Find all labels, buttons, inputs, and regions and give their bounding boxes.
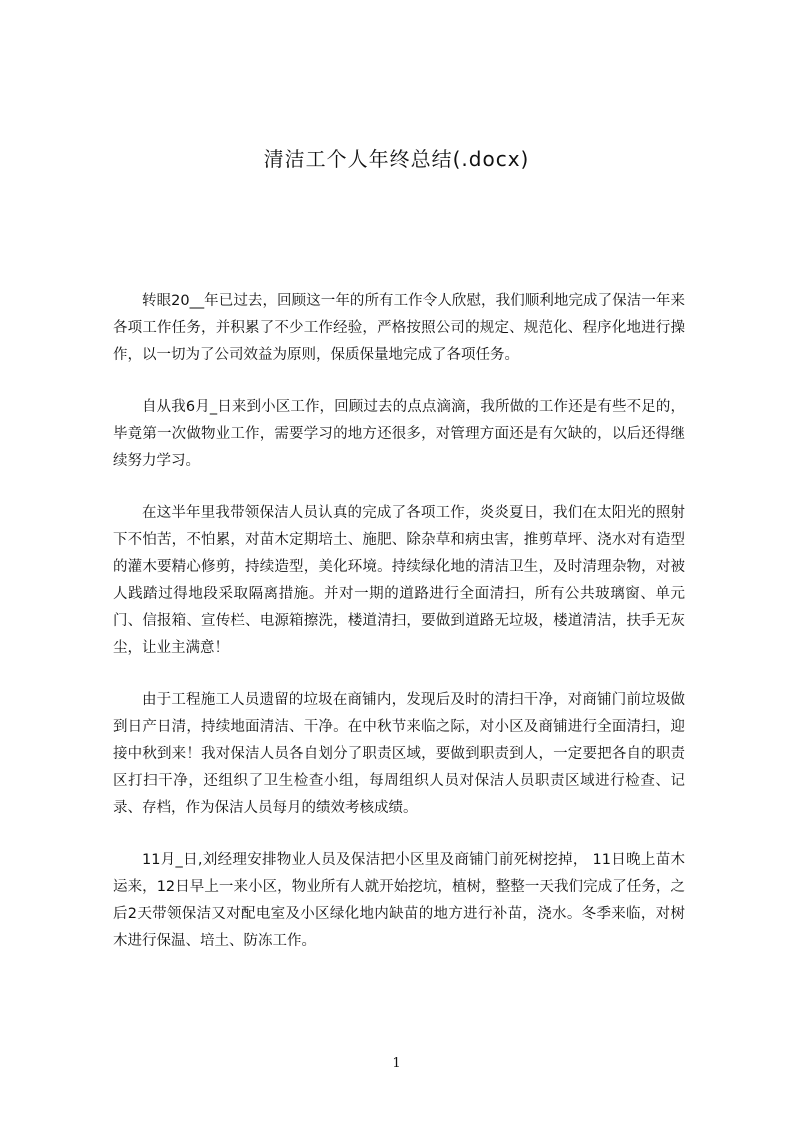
document-body [113, 288, 685, 980]
document-title: 清洁工个人年终总结(.docx) [263, 147, 530, 171]
page-number: 1 [392, 1056, 401, 1071]
paragraph-3: 在这半年里我带领保洁人员认真的完成了各项工作，炎炎夏日，我们在太阳光的照射下不怕苦，不怕累，对苗木定期培土、施肥、除杂草和病虫害，推剪草坪、浇水对有造型的灌木要精心修剪，持续造型，美化环境。持续绿化地的清洁卫生，及时清理杂物，对被人践踏过得地段采取隔离措施。并对一期的道路进行全面清扫，所有公共玻璃窗、单元门、信报箱、宣传栏、电源箱擦洗，楼道清扫，要做到道路无垃圾，楼道清洁，扶手无灰尘，让业主满意！ [113, 505, 685, 656]
paragraph-5: 11月_日,刘经理安排物业人员及保洁把小区里及商铺门前死树挖掉， 11日晚上苗木运来，12日早上一来小区，物业所有人就开始挖坑，植树，整整一天我们完成了任务，之后2天带领保洁又对配电室及小区绿化地内缺苗的地方进行补苗，浇水。冬季来临，对树木进行保温、培土、防冻工作。 [113, 852, 685, 949]
paragraph-4: 由于工程施工人员遗留的垃圾在商铺内，发现后及时的清扫干净，对商铺门前垃圾做到日产日清，持续地面清洁、干净。在中秋节来临之际，对小区及商铺进行全面清扫，迎接中秋到来！我对保洁人员各自划分了职责区域，要做到职责到人，一定要把各自的职责区打扫干净，还组织了卫生检查小组，每周组织人员对保洁人员职责区域进行检查、记录、存档，作为保洁人员每月的绩效考核成绩。 [113, 692, 685, 816]
paragraph-2: 自从我6月_日来到小区工作，回顾过去的点点滴滴，我所做的工作还是有些不足的，毕竟第一次做物业工作，需要学习的地方还很多，对管理方面还是有欠缺的，以后还得继续努力学习。 [113, 399, 685, 469]
paragraph-1: 转眼20__年已过去，回顾这一年的所有工作令人欣慰，我们顺利地完成了保洁一年来各项工作任务，并积累了不少工作经验，严格按照公司的规定、规范化、程序化地进行操作，以一切为了公司效益为原则，保质保量地完成了各项任务。 [113, 293, 685, 363]
